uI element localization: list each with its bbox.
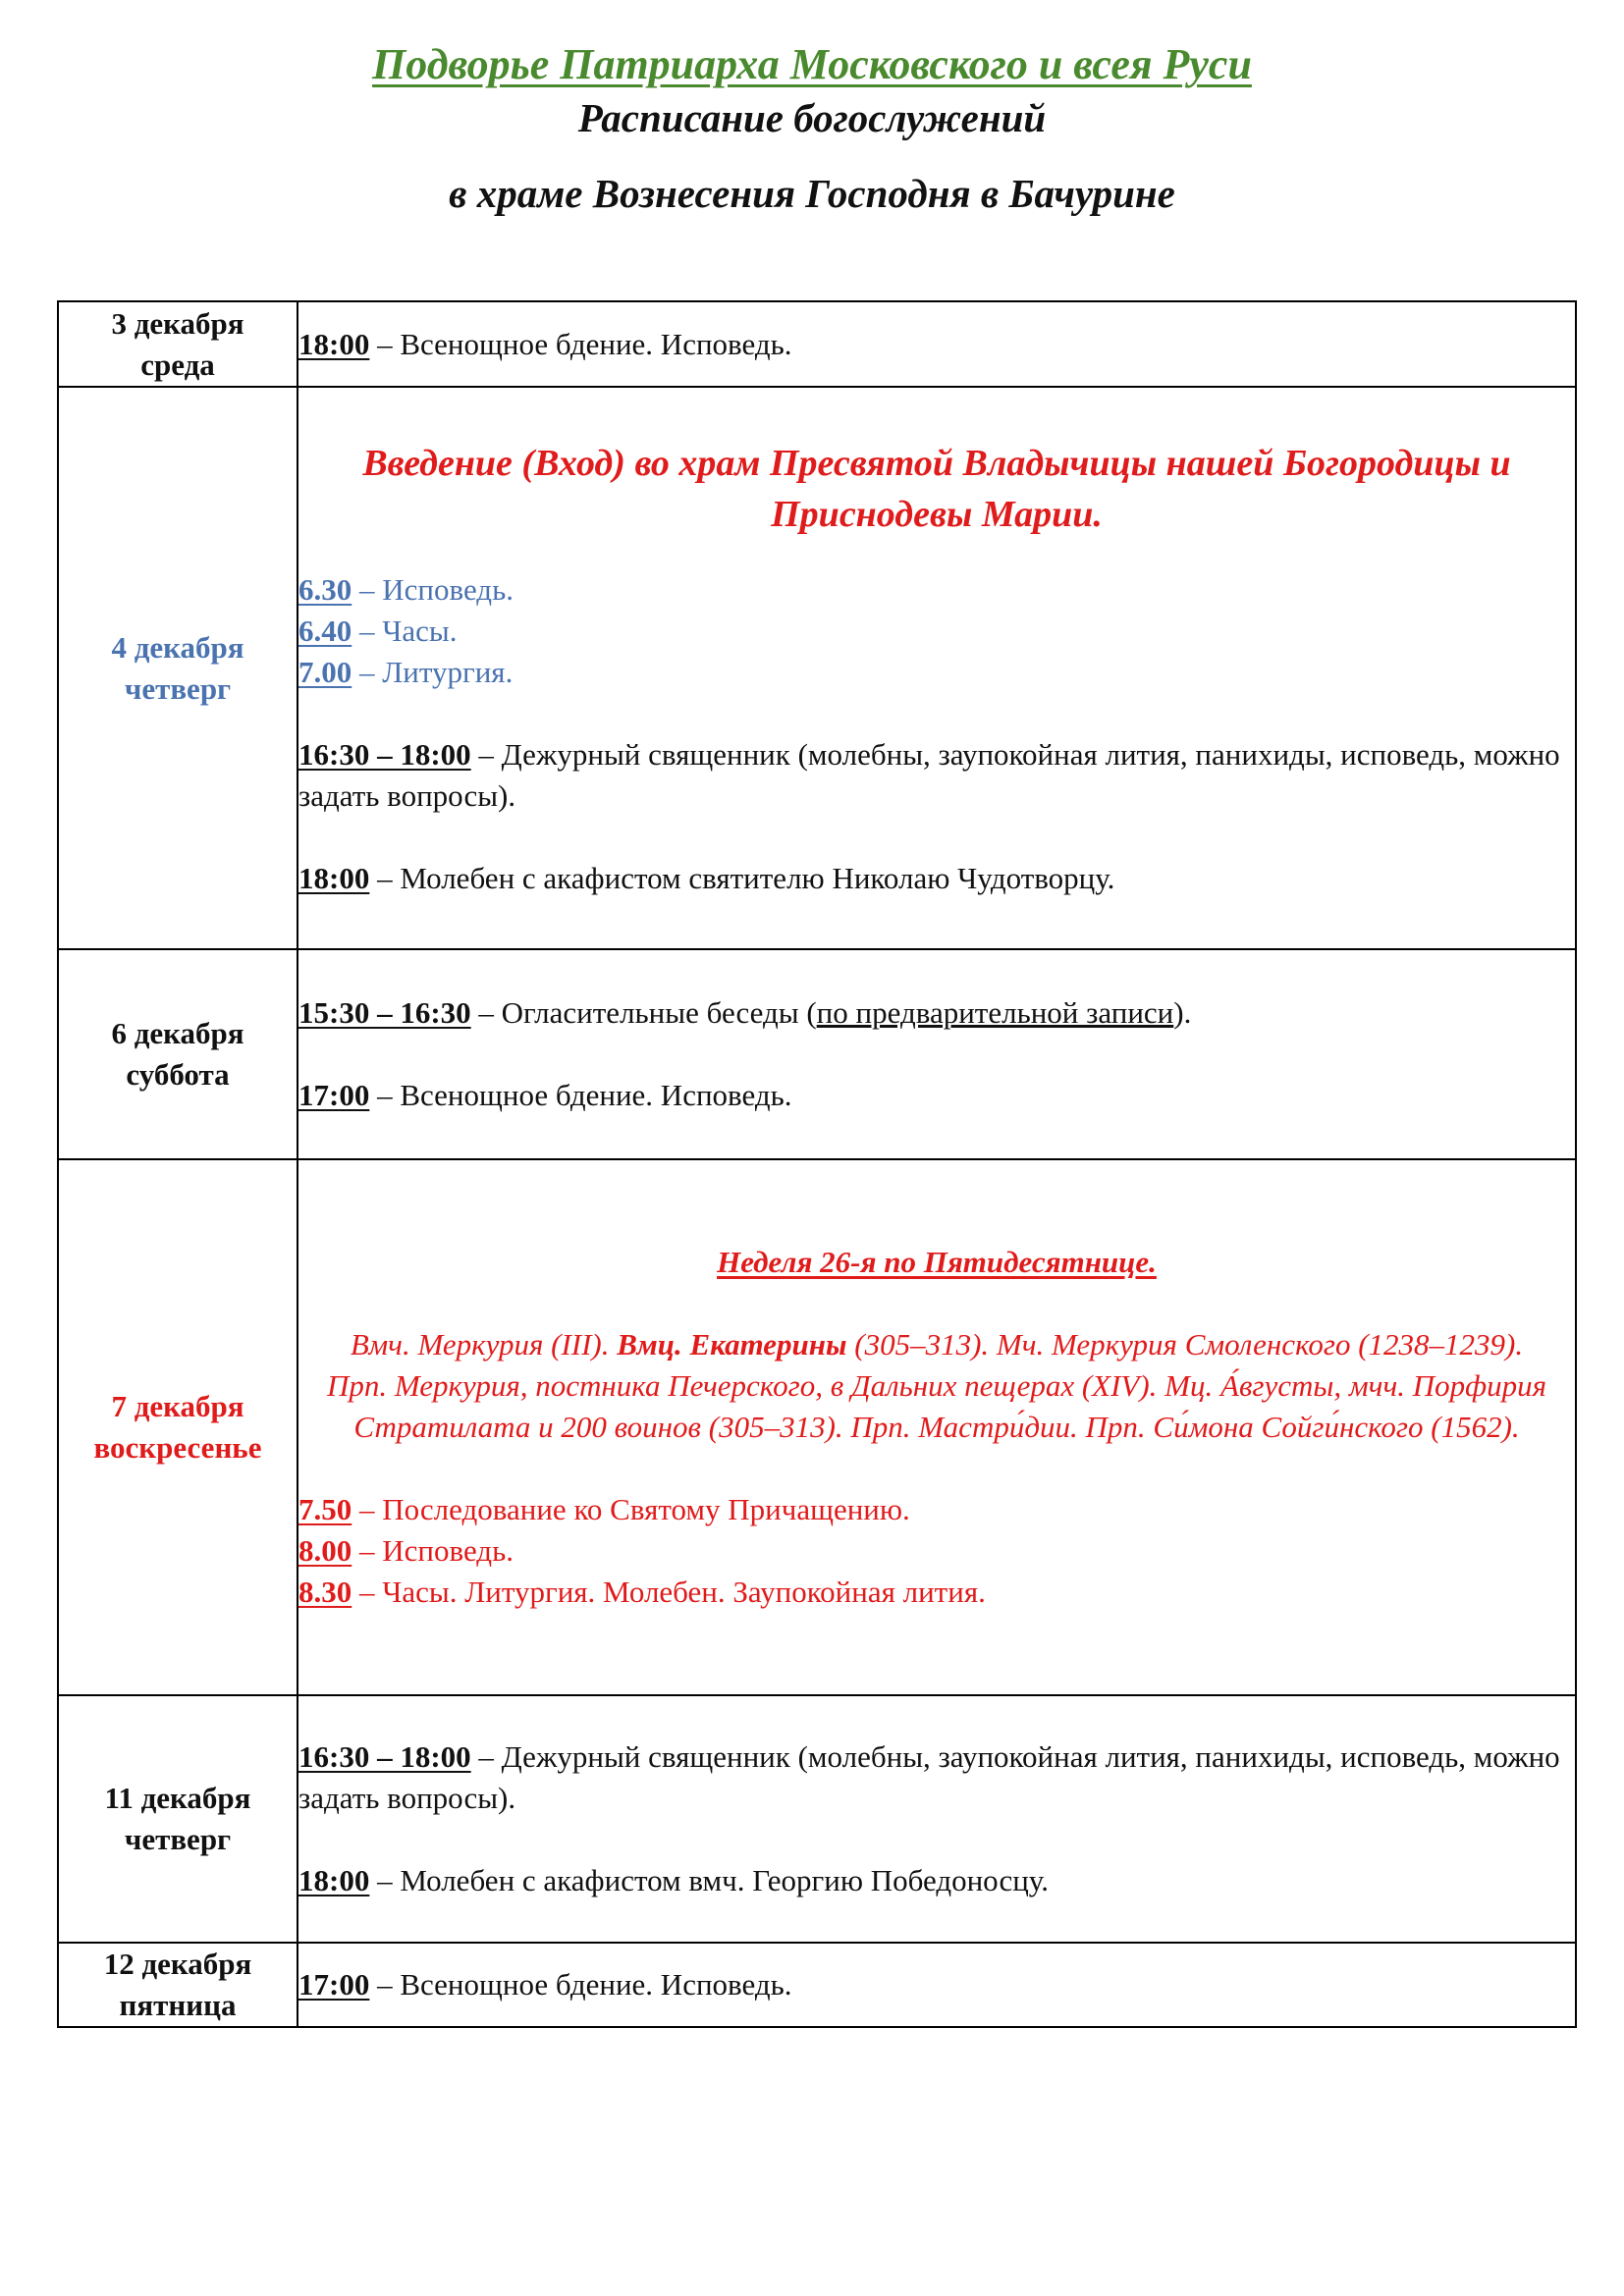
- service-time: 17:00: [298, 1967, 370, 2002]
- service-text: – Всенощное бдение. Исповедь.: [369, 1967, 792, 2002]
- date-cell: [58, 1159, 298, 1695]
- service-line: [298, 1489, 1575, 1530]
- table-row: [58, 1159, 1576, 1695]
- service-line: [298, 652, 1575, 693]
- schedule-table: [57, 300, 1577, 2028]
- services-cell: [298, 387, 1576, 949]
- table-row: [58, 949, 1576, 1159]
- service-line: [298, 1860, 1575, 1901]
- service-time: 7.50: [298, 1492, 352, 1526]
- service-text: – Дежурный священник (молебны, заупокойная лития, панихиды, исповедь, можно задать вопросы).: [298, 736, 1560, 813]
- date: 4 декабря: [111, 629, 244, 665]
- service-line: [298, 992, 1575, 1034]
- registration-link[interactable]: по предварительной записи: [816, 995, 1174, 1030]
- service-time: 8.30: [298, 1575, 352, 1609]
- service-text: – Всенощное бдение. Исповедь.: [369, 1078, 792, 1112]
- weekday: воскресенье: [93, 1430, 262, 1465]
- service-text: – Часы.: [352, 613, 458, 648]
- table-row: [58, 387, 1576, 949]
- service-time: 18:00: [298, 860, 370, 895]
- service-text: – Молебен с акафистом святителю Николаю Чудотворцу.: [369, 860, 1115, 895]
- service-text: – Последование ко Святому Причащению.: [352, 1492, 910, 1526]
- weekday: суббота: [126, 1057, 230, 1092]
- service-text: – Литургия.: [352, 654, 514, 689]
- service-line: [298, 858, 1575, 899]
- weekday: пятница: [119, 1988, 237, 2022]
- services-cell: [298, 1943, 1576, 2027]
- sunday-title-text: Неделя 26-я по Пятидесятнице.: [717, 1245, 1157, 1279]
- date: 7 декабря: [111, 1389, 244, 1423]
- saint-text: Вмч. Меркурия (III).: [350, 1327, 618, 1362]
- service-time: 6.30: [298, 571, 352, 607]
- services-cell: [298, 301, 1576, 387]
- page-title: [0, 39, 1624, 89]
- service-line: [298, 1736, 1575, 1819]
- service-time: 18:00: [298, 326, 370, 361]
- service-time: 6.40: [298, 613, 352, 648]
- service-line: [298, 1572, 1575, 1613]
- service-time: 15:30 – 16:30: [298, 995, 471, 1030]
- service-text: ).: [1173, 995, 1192, 1030]
- services-cell: [298, 1159, 1576, 1695]
- date-cell: [58, 301, 298, 387]
- service-text: – Исповедь.: [352, 1533, 514, 1568]
- service-time: 16:30 – 18:00: [298, 736, 471, 772]
- service-time: 8.00: [298, 1533, 352, 1568]
- service-line: [298, 569, 1575, 611]
- service-time: 17:00: [298, 1078, 370, 1112]
- service-text: – Всенощное бдение. Исповедь.: [369, 326, 792, 361]
- service-text: – Дежурный священник (молебны, заупокойная лития, панихиды, исповедь, можно задать вопросы).: [298, 1739, 1560, 1815]
- date-cell: [58, 1943, 298, 2027]
- date: 12 декабря: [103, 1947, 252, 1981]
- service-text: – Часы. Литургия. Молебен. Заупокойная лития.: [352, 1575, 986, 1609]
- date-cell: [58, 949, 298, 1159]
- saints-commemoration: Прп. Меркурия, постника Печерского, в Дальних пещерах (XIV). Мц. А́вгусты, мчч. Порфирия Стратилата и 200 воинов (305–313). Прп. Мастри́дии. Прп. Си́мона Сойги́нского (1562).: [326, 1368, 1547, 1444]
- saints-commemoration: [298, 1324, 1575, 1365]
- table-row: [58, 301, 1576, 387]
- service-time: 16:30 – 18:00: [298, 1739, 471, 1774]
- table-row: [58, 1943, 1576, 2027]
- weekday: четверг: [124, 670, 232, 706]
- weekday: четверг: [124, 1822, 232, 1856]
- date: 6 декабря: [111, 1016, 244, 1050]
- sunday-title: [298, 1242, 1575, 1283]
- service-time: 18:00: [298, 1863, 370, 1897]
- weekday: среда: [140, 347, 215, 382]
- service-line: [298, 611, 1575, 652]
- date-cell: [58, 387, 298, 949]
- feast-title: Введение (Вход) во храм Пресвятой Владычицы нашей Богородицы и Приснодевы Марии.: [362, 442, 1511, 535]
- date-cell: [58, 1695, 298, 1943]
- service-time: 7.00: [298, 654, 352, 689]
- saint-text-bold: Вмц. Екатерины: [617, 1327, 847, 1362]
- services-cell: [298, 1695, 1576, 1943]
- church-name: в храме Вознесения Господня в Бачурине: [449, 171, 1175, 216]
- service-line: [298, 1964, 1575, 2005]
- table-row: [58, 1695, 1576, 1943]
- schedule-subtitle: Расписание богослужений: [577, 95, 1047, 140]
- title-text: Подворье Патриарха Московского и всея Руси: [372, 40, 1252, 88]
- service-line: [298, 1075, 1575, 1116]
- service-text: – Молебен с акафистом вмч. Георгию Победоносцу.: [369, 1863, 1049, 1897]
- service-text: – Исповедь.: [352, 571, 514, 607]
- date: 3 декабря: [111, 305, 244, 341]
- service-line: [298, 734, 1575, 817]
- services-cell: [298, 949, 1576, 1159]
- saint-text: (305–313). Мч. Меркурия Смоленского (1238–1239).: [846, 1327, 1524, 1362]
- service-line: [298, 324, 1575, 365]
- service-line: [298, 1530, 1575, 1572]
- date: 11 декабря: [104, 1781, 251, 1815]
- service-text: – Огласительные беседы (: [470, 995, 817, 1030]
